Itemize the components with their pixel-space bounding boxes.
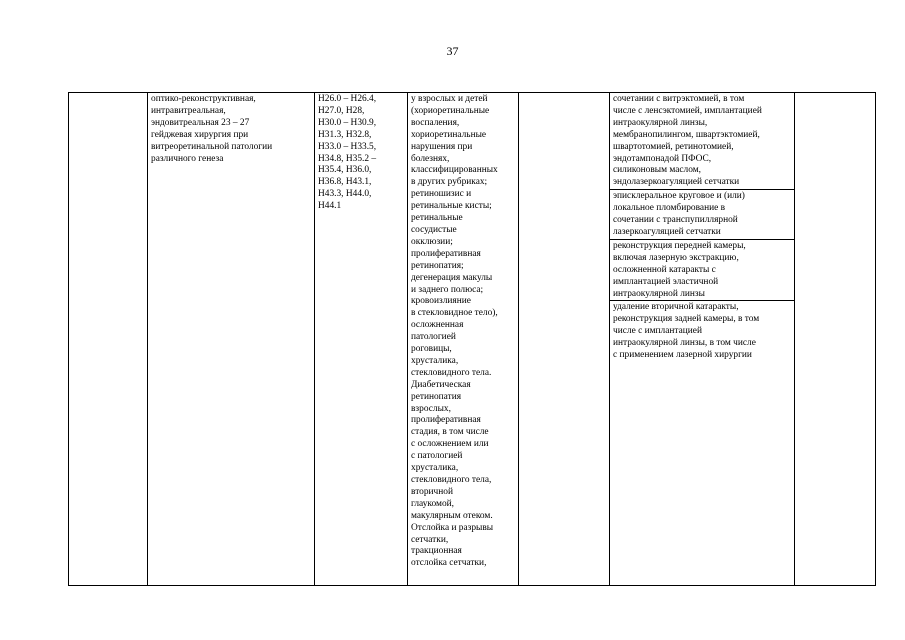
table-row [69, 93, 876, 586]
page-number: 37 [446, 44, 459, 58]
treatment-method-4: удаление вторичной катаракты, реконструкция задней камеры, в том числе с имплантацией интраокулярной линзы, в том числе с применением лазерной хирургии [613, 302, 760, 361]
medical-care-table [68, 92, 876, 586]
patient-model-text: у взрослых и детей (хориоретинальные воспаления, хориоретинальные нарушения при болезнях, классифицированных в других рубриках; ретиношизис и ретинальные кисты; ретинальные сосудистые окклюзии; пролиферативная ретинопатия; дегенерация макулы и заднего полюса; кровоизлияние в стекловидное тело), осложненная патологией роговицы, хрусталика, стекловидного тела. Диабетическая ретинопатия взрослых, пролиферативная стадия, в том числе с осложнением или с патологией хрусталика, стекловидного тела, вторичной глаукомой, макулярным отеком. Отслойка и разрывы сетчатки, тракционная отслойка сетчатки, [411, 94, 498, 569]
row-number-cell [69, 93, 148, 586]
patient-model-cell [408, 93, 519, 586]
treatment-type-cell [519, 93, 610, 586]
treatment-method-2: эписклеральное круговое и (или) локальное пломбирование в сочетании с транспупиллярной лазеркоагуляцией сетчатки [610, 190, 794, 240]
cost-cell [795, 93, 876, 586]
icd-codes-cell [315, 93, 408, 586]
treatment-methods-cell [610, 93, 795, 586]
care-type-cell [148, 93, 315, 586]
icd-codes-text: H26.0 – H26.4, H27.0, H28, H30.0 – H30.9, H31.3, H32.8, H33.0 – H33.5, H34.8, H35.2 – H35.4, H36.0, H36.8, H43.1, H43.3, H44.0, H44.1 [318, 94, 377, 212]
treatment-method-3: реконструкция передней камеры, включая лазерную экстракцию, осложненной катаракты с имплантацией эластичной интраокулярной линзы [610, 240, 794, 302]
treatment-method-1: сочетании с витрэктомией, в том числе с ленсэктомией, имплантацией интраокулярной линзы, мембранопилингом, швартэктомией, швартотомией, ретинотомией, эндотампонадой ПФОС, силиконовым маслом, эндолазеркоагуляцией сетчатки [610, 93, 794, 190]
care-type-text: оптико-реконструктивная, интравитреальная, эндовитреальная 23 – 27 гейджевая хирургия при витреоретинальной патологии различного генеза [151, 94, 273, 164]
